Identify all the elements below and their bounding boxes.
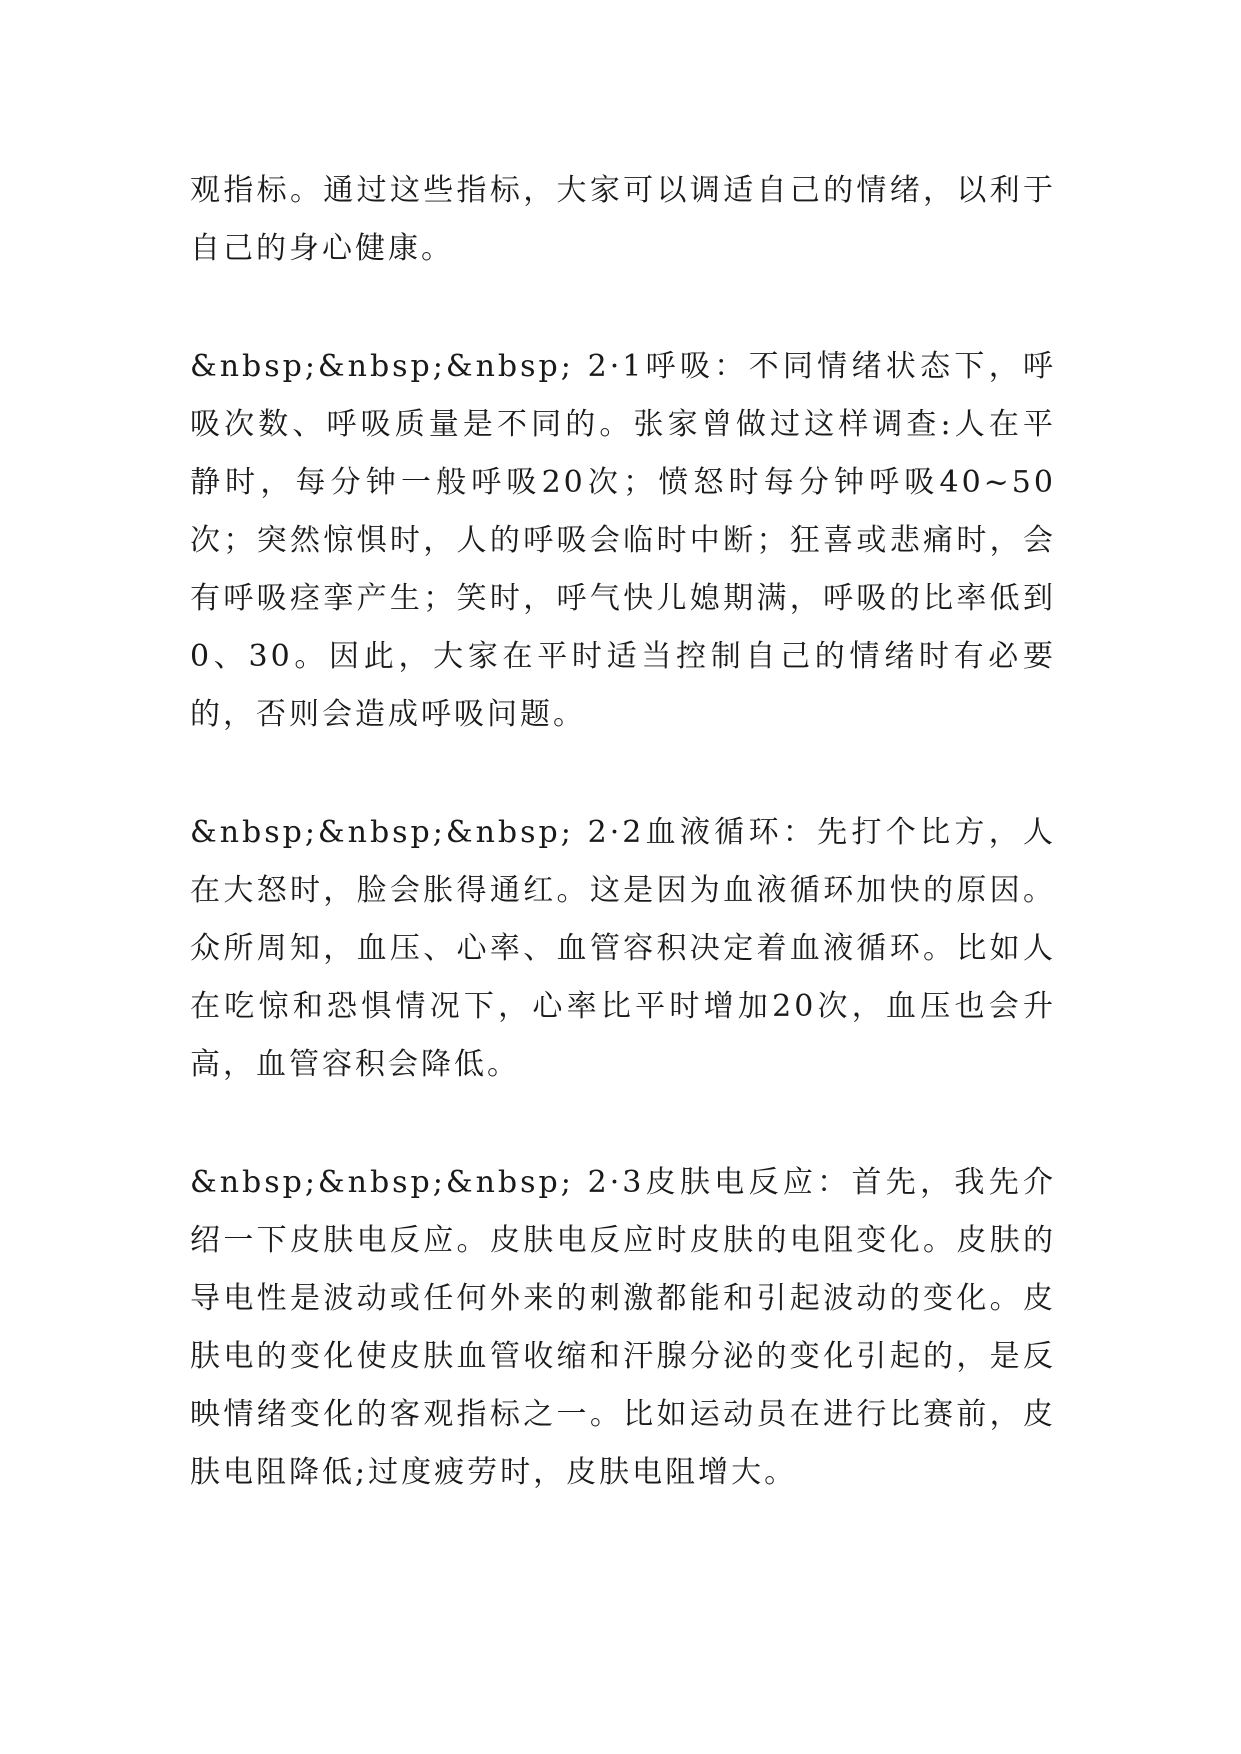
document-body bbox=[190, 162, 1056, 1562]
paragraph-breathing: &nbsp;&nbsp;&nbsp; 2·1呼吸：不同情绪状态下，呼吸次数、呼吸质量是不同的。张家曾做过这样调查:人在平静时，每分钟一般呼吸20次；愤怒时每分钟呼吸40~50次；突然惊惧时，人的呼吸会临时中断；狂喜或悲痛时，会有呼吸痉挛产生；笑时，呼气快儿媳期满，呼吸的比率低到0、30。因此，大家在平时适当控制自己的情绪时有必要的，否则会造成呼吸问题。 bbox=[190, 349, 1056, 732]
paragraph-intro-continuation: 观指标。通过这些指标，大家可以调适自己的情绪，以利于自己的身心健康。 bbox=[190, 173, 1056, 266]
paragraph-skin-electrical-response: &nbsp;&nbsp;&nbsp; 2·3皮肤电反应：首先，我先介绍一下皮肤电反应。皮肤电反应时皮肤的电阻变化。皮肤的导电性是波动或任何外来的刺激都能和引起波动的变化。皮肤电的变化使皮肤血管收缩和汗腺分泌的变化引起的，是反映情绪变化的客观指标之一。比如运动员在进行比赛前，皮肤电阻降低;过度疲劳时，皮肤电阻增大。 bbox=[190, 1165, 1056, 1490]
paragraph-blood-circulation: &nbsp;&nbsp;&nbsp; 2·2血液循环：先打个比方，人在大怒时，脸会胀得通红。这是因为血液循环加快的原因。众所周知，血压、心率、血管容积决定着血液循环。比如人在吃惊和恐惧情况下，心率比平时增加20次，血压也会升高，血管容积会降低。 bbox=[190, 815, 1056, 1082]
